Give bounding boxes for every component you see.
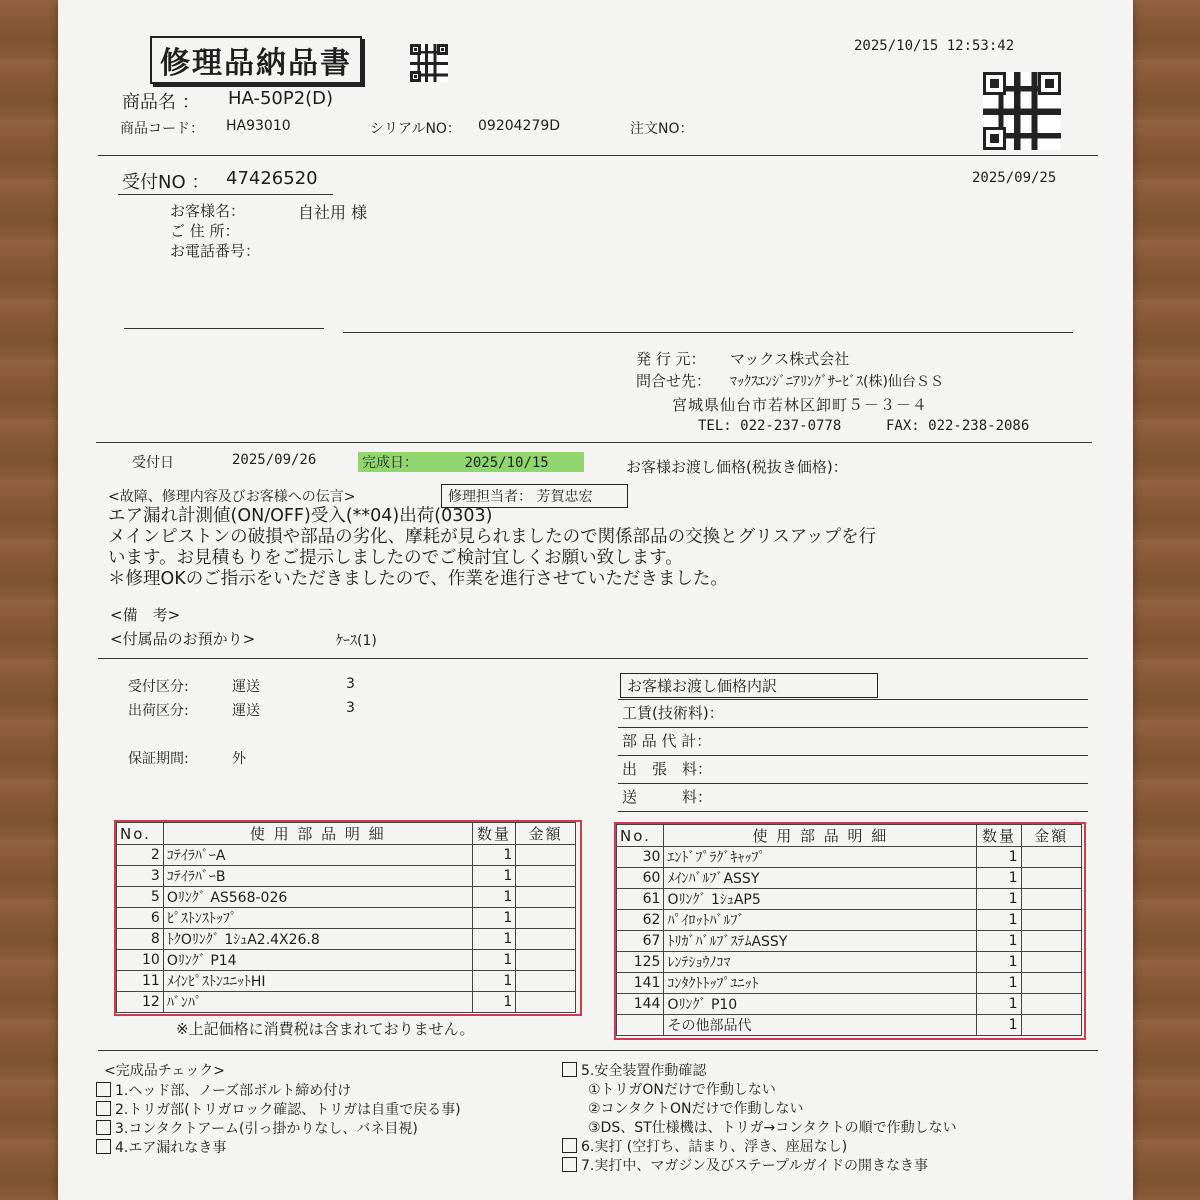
checklist-right xyxy=(562,1062,957,1176)
parts-total-row xyxy=(618,728,1088,756)
repair-line: メインピストンの破損や部品の劣化、摩耗が見られましたので関係部品の交換とグリスアップを行 xyxy=(108,527,877,547)
divider xyxy=(343,332,1073,333)
check-item-label: 1.ヘッド部、ノーズ部ボルト締め付け xyxy=(115,1083,352,1099)
part-no: 30 xyxy=(617,847,664,868)
checkbox[interactable] xyxy=(96,1082,111,1097)
part-name: ﾋﾟｽﾄﾝｽﾄｯﾌﾟ xyxy=(163,908,472,929)
divider xyxy=(98,155,1098,156)
part-qty: 1 xyxy=(472,845,516,866)
col-amount: 金額 xyxy=(1021,825,1081,847)
repair-staff: 修理担当者： 芳賀忠宏 xyxy=(441,484,628,508)
checkbox[interactable] xyxy=(96,1101,111,1116)
col-name: 使 用 部 品 明 細 xyxy=(163,823,472,845)
travel-row xyxy=(618,756,1088,784)
part-no: 12 xyxy=(117,992,164,1013)
completed-date: 2025/10/15 xyxy=(464,455,549,471)
part-name: Oﾘﾝｸﾞ 1ｼｭAP5 xyxy=(664,889,977,910)
checkbox[interactable] xyxy=(562,1138,577,1153)
repair-line: エア漏れ計測値(ON/OFF)受入(**04)出荷(0303) xyxy=(108,506,493,526)
part-qty: 1 xyxy=(472,887,516,908)
labor-label: 工賃(技術料)： xyxy=(622,704,724,722)
part-qty: 1 xyxy=(472,929,516,950)
labor-row xyxy=(618,700,1088,728)
ship-kubun-label: 出荷区分: xyxy=(128,703,189,719)
customer-price-label: お客様お渡し価格(税抜き価格)： xyxy=(626,458,848,476)
part-qty: 1 xyxy=(977,994,1021,1015)
address-label: ご 住 所： xyxy=(170,222,240,240)
product-code-label: 商品コード： xyxy=(120,121,204,137)
part-name: Oﾘﾝｸﾞ P10 xyxy=(664,994,977,1015)
part-name: ﾊﾟｲﾛｯﾄﾊﾞﾙﾌﾞ xyxy=(664,910,977,931)
part-qty: 1 xyxy=(472,866,516,887)
issuer-label: 発 行 元： xyxy=(636,350,706,368)
customer-label: お客様名： xyxy=(170,202,246,220)
divider xyxy=(96,442,1092,443)
ship-kubun: 運送 xyxy=(232,703,260,719)
checkbox[interactable] xyxy=(96,1139,111,1154)
shipping-row xyxy=(618,784,1088,812)
divider xyxy=(98,1050,1098,1051)
part-name: ｴﾝﾄﾞﾌﾟﾗｸﾞｷｬｯﾌﾟ xyxy=(664,847,977,868)
check-item-label: 2.トリガ部(トリガロック確認、トリガは自重で戻る事) xyxy=(115,1102,461,1118)
col-no: No. xyxy=(617,825,664,847)
repair-line: います。お見積もりをご提示しましたのでご検討宜しくお願い致します。 xyxy=(108,548,683,568)
col-qty: 数量 xyxy=(472,823,516,845)
check-item-5[interactable] xyxy=(562,1062,957,1081)
recv-kubun: 運送 xyxy=(232,679,260,695)
warranty-label: 保証期間: xyxy=(128,751,189,767)
part-qty: 1 xyxy=(977,1015,1021,1036)
contact-label: 問合せ先： xyxy=(636,372,712,390)
parts-total-label: 部 品 代 計： xyxy=(622,732,712,750)
print-timestamp: 2025/10/15 12:53:42 xyxy=(854,38,1015,54)
col-qty: 数量 xyxy=(977,825,1021,847)
check-item-label: 3.コンタクトアーム(引っ掛かりなし、バネ目視) xyxy=(115,1121,418,1137)
part-qty: 1 xyxy=(977,931,1021,952)
reception-date: 2025/09/25 xyxy=(972,170,1057,186)
part-qty: 1 xyxy=(472,971,516,992)
delivery-slip xyxy=(58,0,1133,1200)
part-qty: 1 xyxy=(472,992,516,1013)
issuer-address: 宮城県仙台市若林区卸町５－３－４ xyxy=(672,396,929,414)
document-title: 修理品納品書 xyxy=(150,36,362,84)
part-name: ﾒｲﾝﾋﾟｽﾄﾝﾕﾆｯﾄHI xyxy=(163,971,472,992)
part-qty: 1 xyxy=(977,910,1021,931)
part-name: その他部品代 xyxy=(664,1015,977,1036)
product-code: HA93010 xyxy=(226,118,291,134)
part-name: ｺﾃｲﾗﾊﾞｰA xyxy=(163,845,472,866)
completed-label: 完成日： xyxy=(362,455,418,471)
tax-note: ※上記価格に消費税は含まれておりません。 xyxy=(176,1020,475,1038)
contact-name: ﾏｯｸｽｴﾝｼﾞﾆｱﾘﾝｸﾞｻｰﾋﾞｽ(株)仙台ＳＳ xyxy=(730,374,944,390)
product-name: HA-50P2(D) xyxy=(228,88,334,109)
qr-code-large-icon xyxy=(983,72,1061,150)
part-qty: 1 xyxy=(472,950,516,971)
checklist-title: <完成品チェック> xyxy=(104,1063,226,1079)
check-item-3[interactable] xyxy=(96,1120,461,1139)
warranty-value: 外 xyxy=(232,751,246,767)
part-name: ｺﾃｲﾗﾊﾞｰB xyxy=(163,866,472,887)
accessories-value: ｹｰｽ(1) xyxy=(336,633,377,649)
checkbox[interactable] xyxy=(562,1062,577,1077)
part-no: 144 xyxy=(617,994,664,1015)
divider xyxy=(98,658,1088,659)
reception-no: 47426520 xyxy=(226,168,318,189)
repair-notes xyxy=(108,506,876,590)
check-item-label: 4.エア漏れなき事 xyxy=(115,1140,227,1156)
divider xyxy=(124,328,324,329)
red-frame-left xyxy=(114,820,582,1016)
part-no: 3 xyxy=(117,866,164,887)
received-date: 2025/09/26 xyxy=(232,452,317,468)
repair-line: ＊修理OKのご指示をいただきましたので、作業を進行させていただきました。 xyxy=(108,569,728,589)
part-qty: 1 xyxy=(977,952,1021,973)
remarks-label: <備 考> xyxy=(110,606,181,624)
check-sub-3: ③DS、ST仕様機は、トリガ→コンタクトの順で作動しない xyxy=(588,1120,957,1136)
customer-name: 自社用 様 xyxy=(298,203,368,222)
part-qty: 1 xyxy=(977,868,1021,889)
issuer-tel: TEL: 022-237-0778 xyxy=(698,418,842,434)
ship-kubun-no: 3 xyxy=(346,700,355,716)
part-qty: 1 xyxy=(977,889,1021,910)
reception-no-label: 受付NO ： xyxy=(122,172,210,193)
checkbox[interactable] xyxy=(96,1120,111,1135)
received-label: 受付日 xyxy=(132,455,174,471)
check-item-label: 7.実打中、マガジン及びステープルガイドの開きなき事 xyxy=(581,1158,929,1174)
col-no: No. xyxy=(117,823,164,845)
recv-kubun-label: 受付区分: xyxy=(128,679,189,695)
part-name: Oﾘﾝｸﾞ P14 xyxy=(163,950,472,971)
check-sub-2: ②コンタクトONだけで作動しない xyxy=(588,1101,804,1117)
part-qty: 1 xyxy=(977,847,1021,868)
part-name: ﾊﾞﾝﾊﾟ xyxy=(163,992,472,1013)
part-no: 11 xyxy=(117,971,164,992)
part-name: ﾄﾘｶﾞﾊﾞﾙﾌﾞｽﾃﾑASSY xyxy=(664,931,977,952)
part-no: 8 xyxy=(117,929,164,950)
checkbox[interactable] xyxy=(562,1157,577,1172)
part-qty: 1 xyxy=(977,973,1021,994)
part-name: Oﾘﾝｸﾞ AS568-026 xyxy=(163,887,472,908)
part-no: 5 xyxy=(117,887,164,908)
qr-code-small-icon xyxy=(410,44,448,82)
check-item-1[interactable] xyxy=(96,1082,461,1101)
completed-highlight xyxy=(358,452,584,472)
check-sub-1: ①トリガONだけで作動しない xyxy=(588,1082,776,1098)
part-no: 61 xyxy=(617,889,664,910)
part-name: ﾚﾝﾃｼｮｳﾉｺﾏ xyxy=(664,952,977,973)
check-item-4[interactable] xyxy=(96,1139,461,1158)
shipping-label: 送 料： xyxy=(622,788,713,806)
price-breakdown-title: お客様お渡し価格内訳 xyxy=(620,673,878,698)
part-name: ｺﾝﾀｸﾄﾄｯﾌﾟﾕﾆｯﾄ xyxy=(664,973,977,994)
price-breakdown xyxy=(618,672,1088,812)
part-no: 2 xyxy=(117,845,164,866)
check-item-6[interactable] xyxy=(562,1138,957,1157)
issuer-name: マックス株式会社 xyxy=(730,350,850,368)
part-no: 62 xyxy=(617,910,664,931)
check-item-label: 6.実打 (空打ち、詰まり、浮き、座屈なし) xyxy=(581,1139,848,1155)
serial-number: 09204279D xyxy=(478,118,561,134)
underline xyxy=(118,194,333,195)
repair-section-label: <故障、修理内容及びお客様への伝言> xyxy=(108,489,356,505)
part-no: 125 xyxy=(617,952,664,973)
part-no: 6 xyxy=(117,908,164,929)
part-no: 10 xyxy=(117,950,164,971)
part-no: 60 xyxy=(617,868,664,889)
phone-label: お電話番号： xyxy=(170,242,261,260)
check-item-2[interactable] xyxy=(96,1101,461,1120)
part-name: ﾄｸOﾘﾝｸﾞ 1ｼｭA2.4X26.8 xyxy=(163,929,472,950)
red-frame-right xyxy=(614,822,1086,1040)
part-name: ﾒｲﾝﾊﾞﾙﾌﾞASSY xyxy=(664,868,977,889)
order-label: 注文NO： xyxy=(630,121,694,137)
col-amount: 金額 xyxy=(516,823,576,845)
part-no: 141 xyxy=(617,973,664,994)
checklist-left xyxy=(96,1082,461,1158)
accessories-label: <付属品のお預かり> xyxy=(110,630,256,648)
part-no: 67 xyxy=(617,931,664,952)
col-name: 使 用 部 品 明 細 xyxy=(664,825,977,847)
recv-kubun-no: 3 xyxy=(346,676,355,692)
check-item-7[interactable] xyxy=(562,1157,957,1176)
product-name-label: 商品名 ： xyxy=(122,92,200,113)
travel-label: 出 張 料： xyxy=(622,760,713,778)
serial-label: シリアルNO： xyxy=(370,121,461,137)
issuer-fax: FAX: 022-238-2086 xyxy=(886,418,1030,434)
part-qty: 1 xyxy=(472,908,516,929)
check-item-label: 5.安全装置作動確認 xyxy=(581,1063,707,1079)
